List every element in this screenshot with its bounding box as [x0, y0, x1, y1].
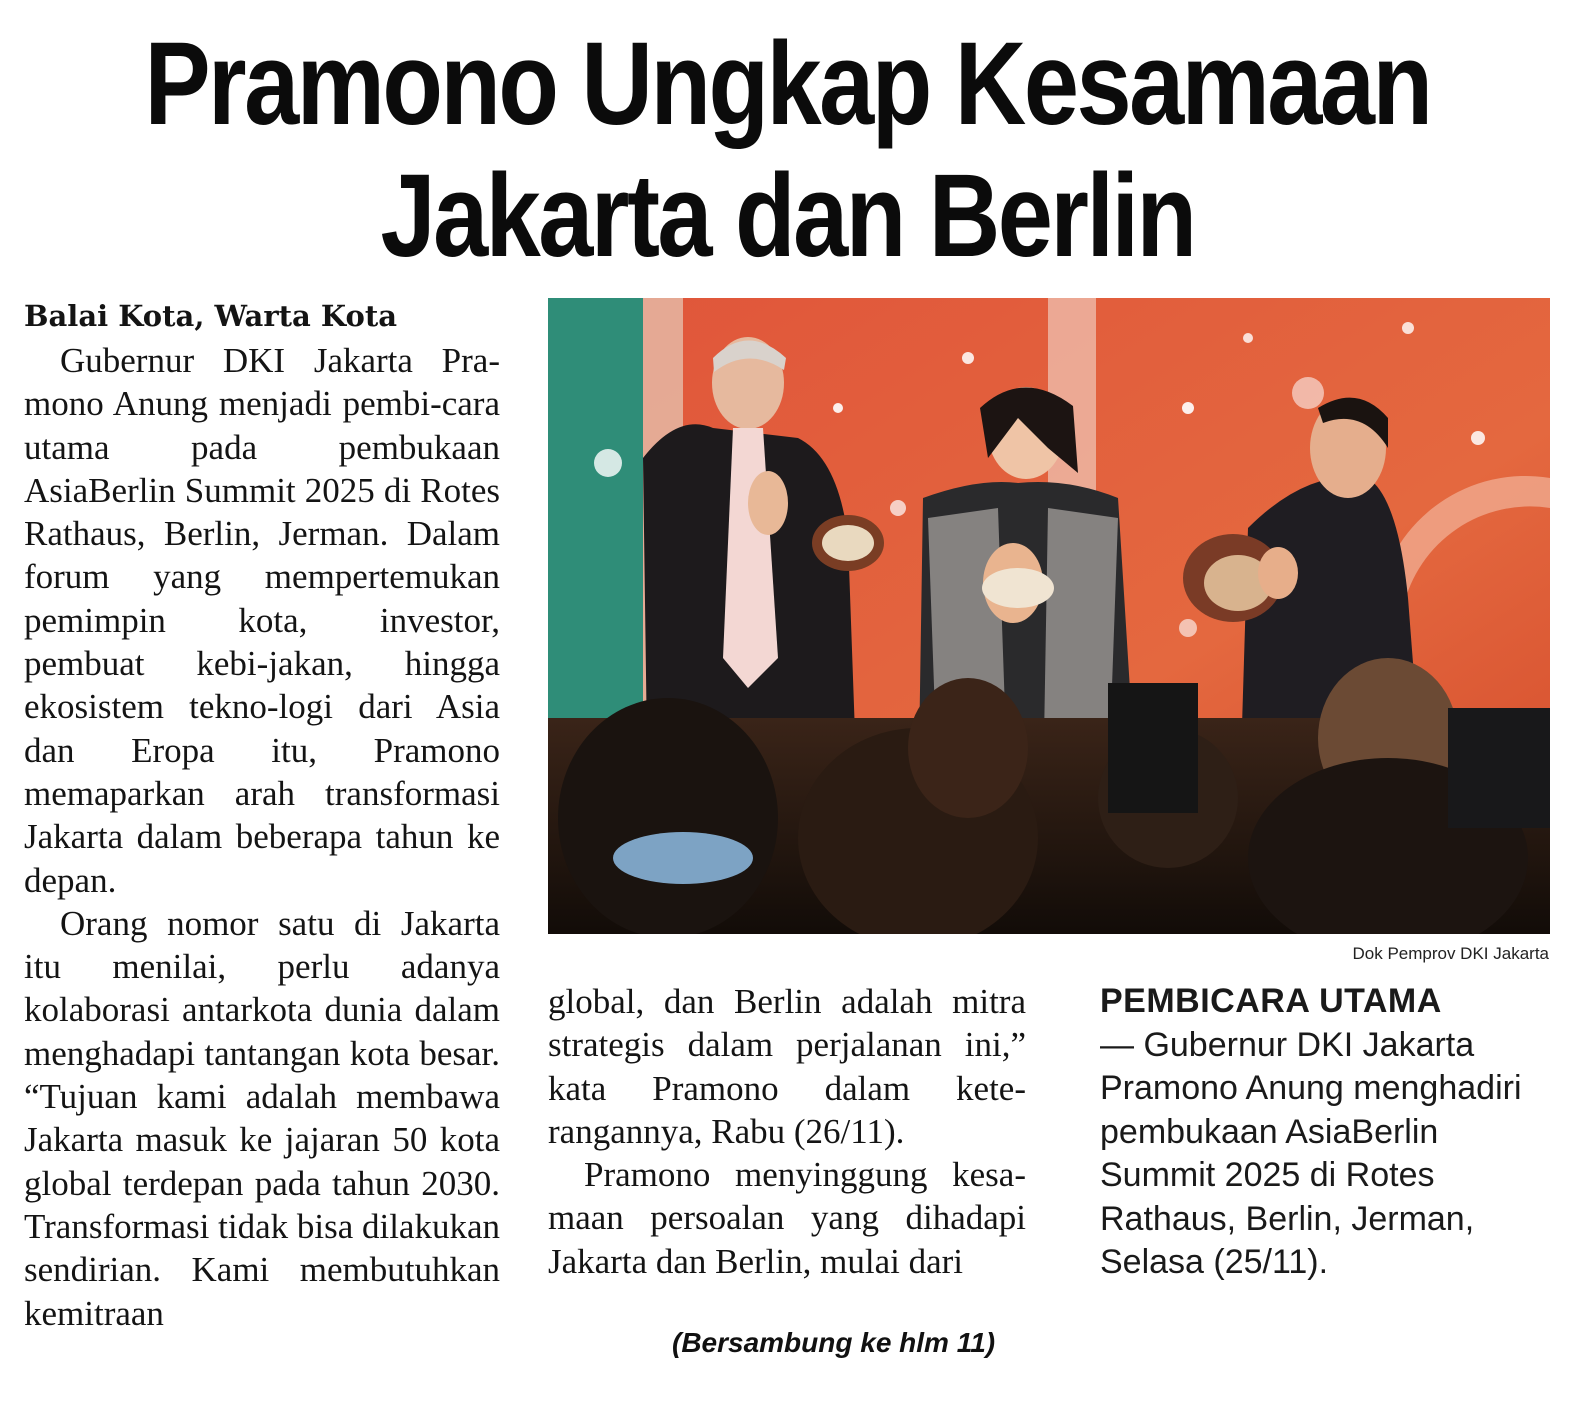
photo-illustration	[548, 298, 1550, 934]
headline-line-2: Jakarta dan Berlin	[380, 150, 1195, 282]
paragraph-2: Orang nomor satu di Jakarta itu menilai, perlu adanya kolaborasi antarkota dunia dalam menghadapi tantangan kota besar. “Tujuan kami adalah membawa Jakarta masuk ke jajaran 50 kota global terdepan pada tahun 2030. Transformasi tidak bisa dilakukan sendirian. Kami membutuhkan kemitraan	[24, 903, 501, 1333]
caption-title: PEMBICARA UTAMA	[1100, 982, 1442, 1020]
paragraph-1: Gubernur DKI Jakarta Pra-mono Anung menjadi pembi-cara utama pada pembukaan AsiaBerlin Summit 2025 di Rotes Rathaus, Berlin, Jerman. Dalam forum yang mempertemukan pemimpin kota, investor, pembuat kebi-jakan, hingga ekosistem tekno-logi dari Asia dan Eropa itu, Pramono memaparkan arah transformasi Jakarta dalam beberapa tahun ke depan.	[24, 341, 500, 900]
headline-line-1: Pramono Ungkap Kesamaan	[144, 18, 1431, 150]
article-column-1	[24, 295, 500, 1335]
article-column-2	[548, 980, 1026, 1283]
paragraph-3: global, dan Berlin adalah mitra strategis dalam perjalanan ini,” kata Pramono dalam kete-rangannya, Rabu (26/11).	[548, 982, 1026, 1151]
photo-credit: Dok Pemprov DKI Jakarta	[1352, 944, 1549, 963]
photo-caption	[1100, 980, 1550, 1285]
paragraph-4: Pramono menyinggung kesa-maan persoalan yang dihadapi Jakarta dan Berlin, mulai dari	[548, 1155, 1026, 1281]
dateline: Balai Kota, Warta Kota	[24, 299, 398, 333]
event-photo	[548, 298, 1550, 934]
headline	[126, 18, 1449, 282]
caption-text: — Gubernur DKI Jakarta Pramono Anung menghadiri pembukaan AsiaBerlin Summit 2025 di Rotes Rathaus, Berlin, Jerman, Selasa (25/11).	[1100, 1025, 1522, 1281]
continued-note: (Bersambung ke hlm 11)	[672, 1327, 996, 1358]
